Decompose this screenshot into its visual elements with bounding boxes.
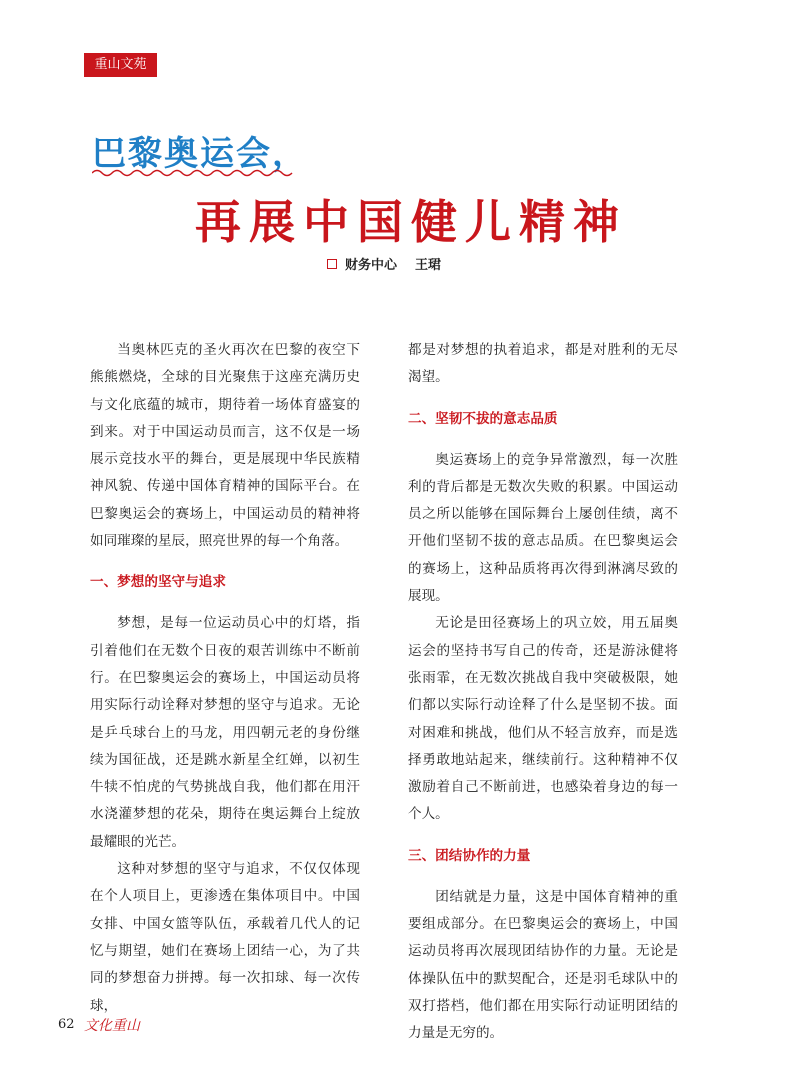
- title-line1: 巴黎奥运会，: [92, 134, 308, 174]
- paragraph: 奥运赛场上的竞争异常激烈，每一次胜利的背后都是无数次失败的积累。中国运动员之所以能够在国际舞台上屡创佳绩，离不开他们坚韧不拔的意志品质。在巴黎奥运会的赛场上，这种品质将再次得到淋漓尽致的展现。: [408, 451, 678, 605]
- paragraph-continued: 都是对梦想的执着追求，都是对胜利的无尽渴望。: [408, 342, 678, 386]
- byline-author: 王珺: [415, 258, 442, 273]
- byline-dept: 财务中心: [345, 258, 398, 273]
- intro-paragraph: 当奥林匹克的圣火再次在巴黎的夜空下熊熊燃烧，全球的目光聚焦于这座充满历史与文化底蕴的城市，期待着一场体育盛宴的到来。对于中国运动员而言，这不仅是一场展示竞技水平的舞台，更是展现中华民族精神风貌、传递中国体育精神的国际平台。在巴黎奥运会的赛场上，中国运动员的精神将如同璀璨的星辰，照亮世界的每一个角落。: [90, 342, 360, 550]
- square-bullet-icon: [327, 259, 337, 269]
- section-heading-2: 二、坚韧不拔的意志品质: [408, 410, 558, 427]
- paragraph: 无论是田径赛场上的巩立姣，用五届奥运会的坚持书写自己的传奇，还是游泳健将张雨霏，在无数次挑战自我中突破极限，她们都以实际行动诠释了什么是坚韧不拔。面对困难和挑战，他们从不轻言放弃，而是选择勇敢地站起来，继续前行。这种精神不仅激励着自己不断前进，也感染着身边的每一个人。: [408, 615, 678, 823]
- column-tag: 重山文苑: [84, 53, 157, 77]
- title-line2: 再展中国健儿精神: [195, 195, 627, 249]
- paragraph: 这种对梦想的坚守与追求，不仅仅体现在个人项目上，更渗透在集体项目中。中国女排、中国女篮等队伍，承载着几代人的记忆与期望，她们在赛场上团结一心，为了共同的梦想奋力拼搏。每一次扣球、每一次传球，: [90, 861, 360, 1014]
- magazine-logo: 文化重山: [84, 1018, 140, 1034]
- page-number: 62: [58, 1017, 75, 1032]
- paragraph: 团结就是力量，这是中国体育精神的重要组成部分。在巴黎奥运会的赛场上，中国运动员将再次展现团结协作的力量。无论是体操队伍中的默契配合，还是羽毛球队中的双打搭档，他们都在用实际行动证明团结的力量是无穷的。: [408, 888, 678, 1042]
- right-column: [408, 337, 678, 1048]
- paragraph: 梦想，是每一位运动员心中的灯塔，指引着他们在无数个日夜的艰苦训练中不断前行。在巴黎奥运会的赛场上，中国运动员将用实际行动诠释对梦想的坚守与追求。无论是乒乓球台上的马龙，用四朝元老的身份继续为国征战，还是跳水新星全红婵，以初生牛犊不怕虎的气势挑战自我，他们都在用汗水浇灌梦想的花朵，期待在奥运舞台上绽放最耀眼的光芒。: [90, 615, 360, 850]
- byline: [327, 254, 441, 273]
- title-wave-decoration: [92, 168, 297, 178]
- section-heading-1: 一、梦想的坚守与追求: [90, 574, 226, 591]
- section-heading-3: 三、团结协作的力量: [408, 847, 531, 864]
- left-column: [90, 337, 360, 1020]
